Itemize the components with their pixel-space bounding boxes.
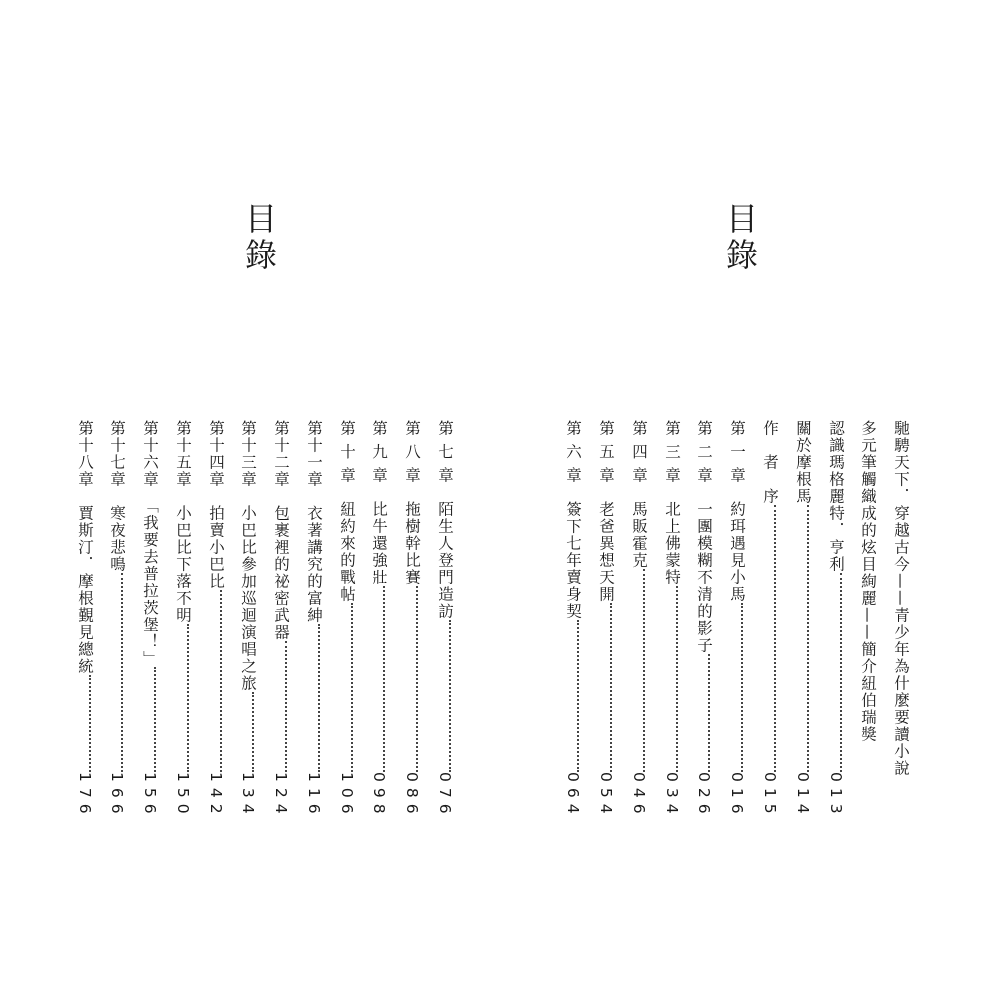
dot-leader bbox=[341, 603, 353, 773]
toc-entry[interactable] bbox=[170, 420, 196, 820]
dot-leader bbox=[764, 505, 776, 772]
toc-entry-label: 認識瑪格麗特．亨利 bbox=[827, 420, 845, 573]
toc-entry-page: 013 bbox=[827, 772, 845, 820]
toc-entry-label: 第 十 章 紐約來的戰帖 bbox=[338, 420, 356, 603]
toc-entry[interactable] bbox=[560, 420, 586, 820]
toc-entry-label: 第 一 章 約珥遇見小馬 bbox=[728, 420, 746, 603]
toc-entry-page: 134 bbox=[239, 772, 257, 820]
dot-leader bbox=[406, 586, 418, 773]
toc-entry-page: 166 bbox=[108, 772, 126, 820]
dot-leader bbox=[797, 505, 809, 772]
toc-entry-label: 第十五章 小巴比下落不明 bbox=[174, 420, 192, 624]
toc-entry-page: 098 bbox=[370, 772, 388, 820]
toc-entry[interactable] bbox=[659, 420, 685, 820]
toc-entry-label: 第十一章 衣著講究的富紳 bbox=[305, 420, 323, 624]
toc-entry-page: 016 bbox=[728, 772, 746, 820]
toc-entry-label: 關於摩根馬 bbox=[794, 420, 812, 505]
toc-entry-page: 156 bbox=[141, 772, 159, 820]
toc-entry-page: 014 bbox=[794, 772, 812, 820]
toc-entry-label: 第 六 章 簽下七年賣身契 bbox=[564, 420, 582, 620]
toc-entry-page: 054 bbox=[597, 772, 615, 820]
toc-entry-label: 第 八 章 拖樹幹比賽 bbox=[403, 420, 421, 586]
toc-entry[interactable] bbox=[432, 420, 458, 820]
toc-entry-label: 第 七 章 陌生人登門造訪 bbox=[436, 420, 454, 620]
dot-leader bbox=[698, 654, 710, 773]
toc-entry-page: 086 bbox=[403, 772, 421, 820]
toc-entry-label: 第十八章 賈斯汀．摩根覲見總統 bbox=[76, 420, 94, 675]
toc-title: 目錄 bbox=[721, 202, 759, 274]
dot-leader bbox=[79, 675, 91, 772]
toc-entry-label: 第十六章 「我要去普拉茨堡！」 bbox=[141, 420, 159, 668]
toc-entry-page: 150 bbox=[174, 772, 192, 820]
toc-entry-label: 多元筆觸織成的炫目絢麗——簡介紐伯瑞獎 bbox=[859, 420, 877, 743]
toc-entry-label: 第十四章 拍賣小巴比 bbox=[207, 420, 225, 590]
dot-leader bbox=[567, 620, 579, 773]
toc-entry-page: 116 bbox=[305, 772, 323, 820]
toc-entry[interactable] bbox=[626, 420, 652, 820]
toc-entry[interactable] bbox=[593, 420, 619, 820]
dot-leader bbox=[633, 569, 645, 773]
toc-title: 目錄 bbox=[240, 202, 278, 274]
toc-entry-label: 馳騁天下．穿越古今——青少年為什麼要讀小說 bbox=[892, 420, 910, 777]
dot-leader bbox=[144, 667, 156, 772]
toc-entry-preface[interactable] bbox=[888, 420, 914, 820]
dot-leader bbox=[830, 573, 842, 772]
dot-leader bbox=[666, 586, 678, 773]
toc-entry-preface[interactable] bbox=[855, 420, 881, 820]
dot-leader bbox=[177, 624, 189, 772]
toc-entry-page: 076 bbox=[436, 772, 454, 820]
toc-entry-page: 142 bbox=[207, 772, 225, 820]
dot-leader bbox=[275, 641, 287, 772]
toc-entry[interactable] bbox=[268, 420, 294, 820]
toc-entry-page: 046 bbox=[630, 772, 648, 820]
toc-entry-page: 124 bbox=[272, 772, 290, 820]
toc-entry-label: 第 三 章 北上佛蒙特 bbox=[663, 420, 681, 586]
toc-entry[interactable] bbox=[72, 420, 98, 820]
toc-entry-page: 064 bbox=[564, 772, 582, 820]
toc-entry[interactable] bbox=[235, 420, 261, 820]
toc-entry[interactable] bbox=[790, 420, 816, 820]
toc-entry-label: 第 九 章 比牛還強壯 bbox=[370, 420, 388, 586]
toc-entry-page: 015 bbox=[761, 772, 779, 820]
toc-entry-page: 176 bbox=[76, 772, 94, 820]
toc-entry-label: 第十三章 小巴比參加巡迴演唱之旅 bbox=[239, 420, 257, 692]
toc-entry-page: 106 bbox=[338, 772, 356, 820]
toc-entry[interactable] bbox=[104, 420, 130, 820]
dot-leader bbox=[439, 620, 451, 773]
toc-entry-label: 第十二章 包裹裡的祕密武器 bbox=[272, 420, 290, 641]
toc-entry[interactable] bbox=[334, 420, 360, 820]
toc-entry[interactable] bbox=[691, 420, 717, 820]
right-page bbox=[500, 0, 1000, 1000]
dot-leader bbox=[308, 624, 320, 772]
dot-leader bbox=[373, 586, 385, 773]
dot-leader bbox=[731, 603, 743, 773]
toc-entry-page: 026 bbox=[695, 772, 713, 820]
toc-entry[interactable] bbox=[301, 420, 327, 820]
toc-entry-label: 第十七章 寒夜悲鳴 bbox=[108, 420, 126, 573]
toc-entry[interactable] bbox=[366, 420, 392, 820]
toc-entry[interactable] bbox=[724, 420, 750, 820]
toc-entry[interactable] bbox=[203, 420, 229, 820]
toc-entry-label: 第 四 章 馬販霍克 bbox=[630, 420, 648, 569]
toc-entry[interactable] bbox=[757, 420, 783, 820]
dot-leader bbox=[111, 573, 123, 772]
toc-entry[interactable] bbox=[399, 420, 425, 820]
toc-entry-label: 第 五 章 老爸異想天開 bbox=[597, 420, 615, 603]
dot-leader bbox=[242, 692, 254, 772]
toc-entry-label: 作 者 序 bbox=[761, 420, 779, 505]
toc-entry-label: 第 二 章 一團模糊不清的影子 bbox=[695, 420, 713, 654]
dot-leader bbox=[210, 590, 222, 772]
toc-entry[interactable] bbox=[137, 420, 163, 820]
toc-entry[interactable] bbox=[823, 420, 849, 820]
toc-entry-page: 034 bbox=[663, 772, 681, 820]
dot-leader bbox=[600, 603, 612, 773]
